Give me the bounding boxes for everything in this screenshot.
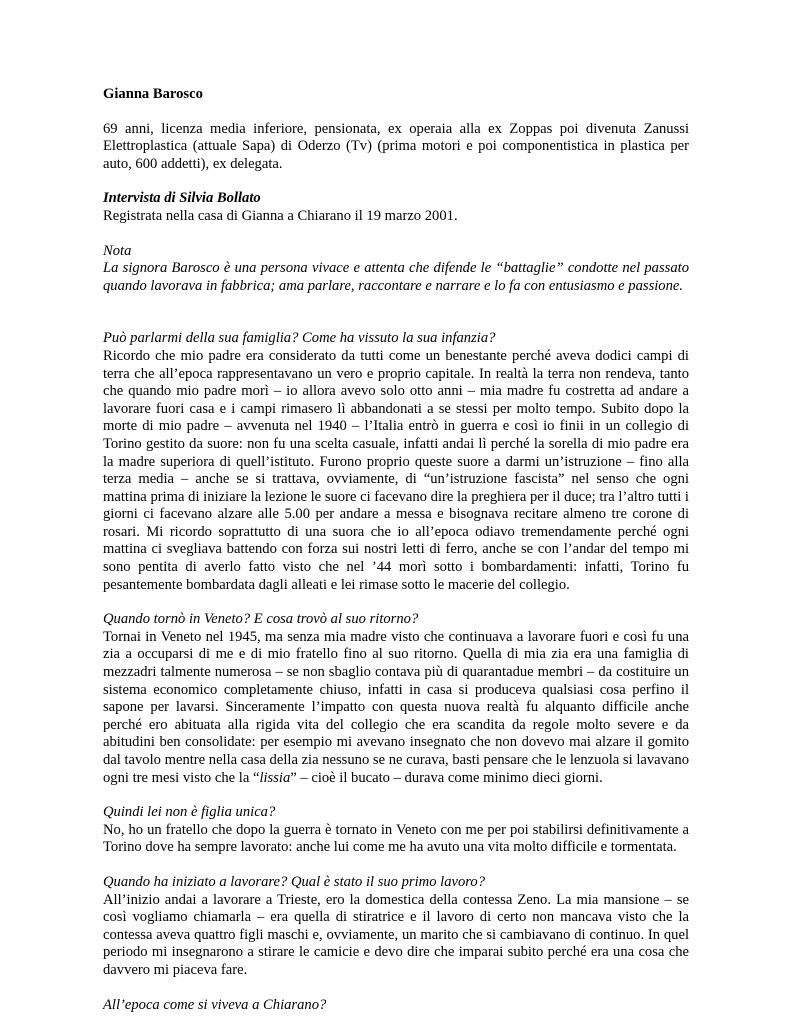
- note-text: La signora Barosco è una persona vivace e attenta che difende le “battaglie” condotte nel passato quando lavorava in fabbrica; ama parlare, raccontare e narrare e lo fa con entusiasmo e passione.: [103, 260, 689, 294]
- question-3: Quindi lei non è figlia unica?: [103, 804, 276, 821]
- recording-info: Registrata nella casa di Gianna a Chiarano il 19 marzo 2001.: [103, 207, 458, 224]
- answer-2-part-2: ” – cioè il bucato – durava come minimo dieci giorni.: [290, 769, 603, 786]
- interviewer-line: Intervista di Silvia Bollato: [103, 190, 261, 207]
- answer-3: No, ho un fratello che dopo la guerra è tornato in Veneto con me per poi stabilirsi definitivamente a Torino dove ha sempre lavorato: anche lui come me ha avuto una vita molto difficile e tormentata.: [103, 821, 689, 856]
- document-title: Gianna Barosco: [103, 86, 203, 102]
- answer-2: [103, 629, 689, 787]
- question-1: Può parlarmi della sua famiglia? Come ha vissuto la sua infanzia?: [103, 330, 496, 347]
- interviewee-bio: 69 anni, licenza media inferiore, pensionata, ex operaia alla ex Zoppas poi divenuta Zanussi Elettroplastica (attuale Sapa) di Oderzo (Tv) (prima motori e poi componentistica in plastica per auto, 600 addetti), ex delegata.: [103, 120, 689, 172]
- question-2: Quando tornò in Veneto? E cosa trovò al suo ritorno?: [103, 611, 419, 628]
- note-label: Nota: [103, 242, 132, 259]
- answer-1: Ricordo che mio padre era considerato da tutti come un benestante perché aveva dodici campi di terra che all’epoca rappresentavano un vero e proprio capitale. In realtà la terra non rendeva, tanto che quando mio padre morì – io allora avevo solo otto anni – mia madre fu costretta ad andare a lavorare fuori casa e i campi rimasero lì abbandonati a se stessi per molto tempo. Subito dopo la morte di mio padre – avvenuta nel 1940 – l’Italia entrò in guerra e così io finii in un collegio di Torino gestito da suore: non fu una scelta casuale, infatti andai lì perché la sorella di mio padre era la madre superiora di quell’istituto. Furono proprio queste suore a darmi un’istruzione – fino alla terza media – anche se si trattava, ovviamente, di “un’istruzione fascista” nel senso che ogni mattina prima di iniziare la lezione le suore ci facevano dire la preghiera per il duce; tra l’altro tutti i giorni ci facevano alzare alle 5.00 per andare a messa e bisognava recitare almeno tre corone di rosari. Mi ricordo soprattutto di una suora che io all’epoca odiavo tremendamente perché ogni mattina ci svegliava battendo con forza sui nostri letti di ferro, anche se con l’andar del tempo mi sono pentita di averlo fatto visto che nel ’44 morì sotto i bombardamenti: infatti, Torino fu pesantemente bombardata dagli alleati e lei rimase sotto le macerie del collegio.: [103, 347, 689, 593]
- answer-2-italic-term: lissia: [259, 769, 291, 786]
- question-4: Quando ha iniziato a lavorare? Qual è stato il suo primo lavoro?: [103, 873, 486, 890]
- answer-4: All’inizio andai a lavorare a Trieste, ero la domestica della contessa Zeno. La mia mansione – se così vogliamo chiamarla – era quella di stiratrice e il lavoro di certo non mancava visto che la contessa aveva quattro figli maschi e, ovviamente, un marito che si cambiavano di continuo. In quel periodo mi insegnarono a stirare le camicie e devo dire che imparai subito perché era una cosa che davvero mi piaceva fare.: [103, 891, 689, 978]
- answer-2-part-1: Tornai in Veneto nel 1945, ma senza mia madre visto che continuava a lavorare fuori e così fu una zia a occuparsi di me e di mio fratello fino al suo ritorno. Quella di mia zia era una famiglia di mezzadri talmente numerosa – se non sbaglio contava più di quarantadue membri – da costituire un sistema economico completamente chiuso, infatti in casa si produceva qualsiasi cosa perfino il sapone per lavarsi. Sinceramente l’impatto con questa nuova realtà fu alquanto difficile anche perché ero abituata alla rigida vita del collegio che era scandita da regole molto severe e da abitudini ben consolidate: per esempio mi avevano insegnato che non dovevo mai alzare il gomito dal tavolo mentre nella casa della zia nessuno se ne curava, basti pensare che le lenzuola si lavavano ogni tre mesi visto che la “: [103, 628, 689, 786]
- question-5: All’epoca come si viveva a Chiarano?: [103, 996, 327, 1013]
